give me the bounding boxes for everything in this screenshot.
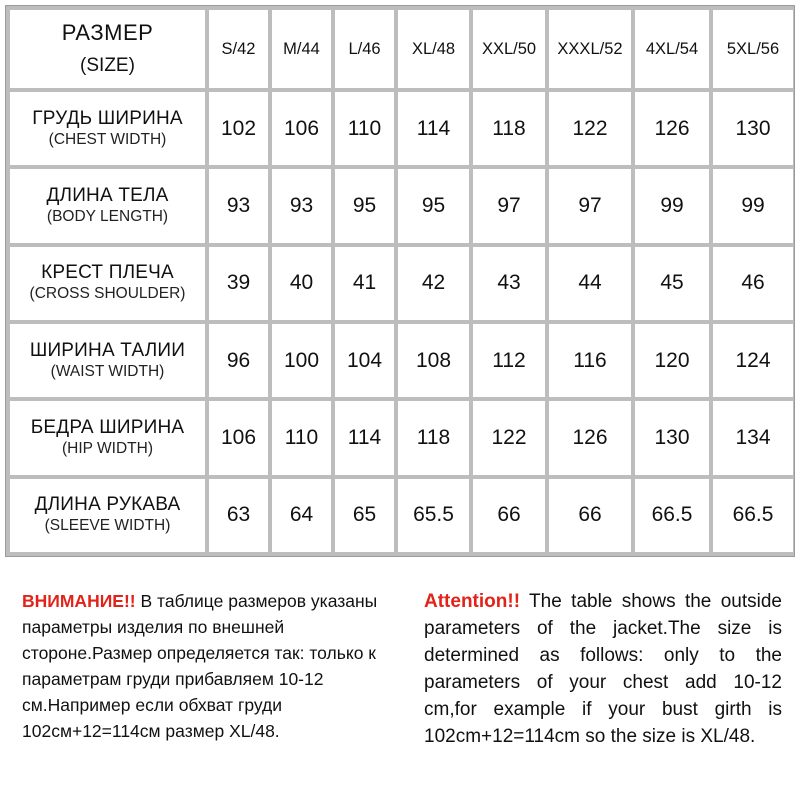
row-label-ru: ДЛИНА РУКАВА [34, 494, 181, 516]
table-cell: 118 [473, 92, 545, 165]
row-label-ru: ШИРИНА ТАЛИИ [29, 339, 186, 361]
size-header: M/44 [272, 10, 331, 88]
size-header: XL/48 [398, 10, 469, 88]
table-cell: 45 [635, 247, 709, 320]
size-header: 4XL/54 [635, 10, 709, 88]
table-row [10, 169, 793, 242]
table-cell: 126 [635, 92, 709, 165]
table-cell: 66.5 [635, 479, 709, 552]
table-cell: 134 [713, 401, 793, 474]
size-header: XXL/50 [473, 10, 545, 88]
row-label-ru: ДЛИНА ТЕЛА [46, 184, 169, 206]
table-row [10, 92, 793, 165]
table-cell: 44 [549, 247, 631, 320]
table-cell: 110 [335, 92, 394, 165]
note-english [424, 588, 782, 750]
corner-cell [10, 10, 205, 88]
size-table [6, 6, 797, 556]
table-cell: 66.5 [713, 479, 793, 552]
table-cell: 40 [272, 247, 331, 320]
row-label-en: (BODY LENGTH) [46, 207, 169, 225]
table-cell: 42 [398, 247, 469, 320]
size-chart [5, 5, 795, 557]
table-cell: 104 [335, 324, 394, 397]
table-cell: 122 [549, 92, 631, 165]
size-header: 5XL/56 [713, 10, 793, 88]
row-label [10, 479, 205, 552]
table-cell: 99 [635, 169, 709, 242]
size-header: L/46 [335, 10, 394, 88]
table-cell: 93 [209, 169, 268, 242]
row-label-en: (CROSS SHOULDER) [29, 285, 186, 303]
attention-label-ru: ВНИМАНИЕ!! [22, 591, 136, 611]
table-cell: 41 [335, 247, 394, 320]
table-cell: 63 [209, 479, 268, 552]
row-label-en: (WAIST WIDTH) [50, 362, 165, 380]
table-cell: 96 [209, 324, 268, 397]
table-row [10, 324, 793, 397]
table-row [10, 247, 793, 320]
table-cell: 43 [473, 247, 545, 320]
table-row [10, 401, 793, 474]
row-label-en: (CHEST WIDTH) [48, 130, 167, 148]
table-cell: 93 [272, 169, 331, 242]
table-cell: 112 [473, 324, 545, 397]
table-cell: 114 [335, 401, 394, 474]
attention-label-en: Attention!! [424, 591, 521, 612]
size-heading-sub: (SIZE) [80, 55, 135, 76]
row-label-ru: ГРУДЬ ШИРИНА [32, 107, 183, 129]
row-label-en: (HIP WIDTH) [62, 439, 153, 457]
table-cell: 110 [272, 401, 331, 474]
header-row [10, 10, 793, 88]
note-text-ru: В таблице размеров указаны параметры изделия по внешней стороне.Размер определяется так: только к параметрам груди прибавляем 10-12 см.Например если обхват груди 102см+12=114см размер XL/48. [22, 591, 378, 741]
size-header: XXXL/52 [549, 10, 631, 88]
row-label [10, 169, 205, 242]
row-label-ru: КРЕСТ ПЛЕЧА [41, 262, 174, 284]
notes-section [0, 588, 800, 788]
table-cell: 116 [549, 324, 631, 397]
table-cell: 130 [713, 92, 793, 165]
table-cell: 64 [272, 479, 331, 552]
table-cell: 102 [209, 92, 268, 165]
row-label [10, 92, 205, 165]
table-cell: 97 [549, 169, 631, 242]
note-russian [22, 588, 390, 744]
table-cell: 106 [209, 401, 268, 474]
size-header: S/42 [209, 10, 268, 88]
table-cell: 66 [549, 479, 631, 552]
table-cell: 95 [335, 169, 394, 242]
table-cell: 122 [473, 401, 545, 474]
row-label-en: (SLEEVE WIDTH) [44, 517, 171, 535]
table-cell: 66 [473, 479, 545, 552]
table-cell: 100 [272, 324, 331, 397]
table-cell: 114 [398, 92, 469, 165]
table-cell: 99 [713, 169, 793, 242]
table-cell: 106 [272, 92, 331, 165]
row-label [10, 401, 205, 474]
table-cell: 130 [635, 401, 709, 474]
table-row [10, 479, 793, 552]
table-cell: 126 [549, 401, 631, 474]
table-cell: 65.5 [398, 479, 469, 552]
table-cell: 108 [398, 324, 469, 397]
row-label [10, 324, 205, 397]
table-cell: 97 [473, 169, 545, 242]
table-cell: 65 [335, 479, 394, 552]
size-heading: РАЗМЕР [61, 20, 154, 45]
row-label [10, 247, 205, 320]
note-text-en: The table shows the outside parameters of the jacket.The size is determined as follows: only to the parameters of your chest add 10-12 cm,for example if your bust girth is 102cm+12=114cm so the size is XL/48. [424, 591, 782, 747]
table-cell: 124 [713, 324, 793, 397]
table-cell: 120 [635, 324, 709, 397]
table-cell: 46 [713, 247, 793, 320]
table-cell: 118 [398, 401, 469, 474]
table-cell: 95 [398, 169, 469, 242]
table-cell: 39 [209, 247, 268, 320]
row-label-ru: БЕДРА ШИРИНА [30, 416, 185, 438]
